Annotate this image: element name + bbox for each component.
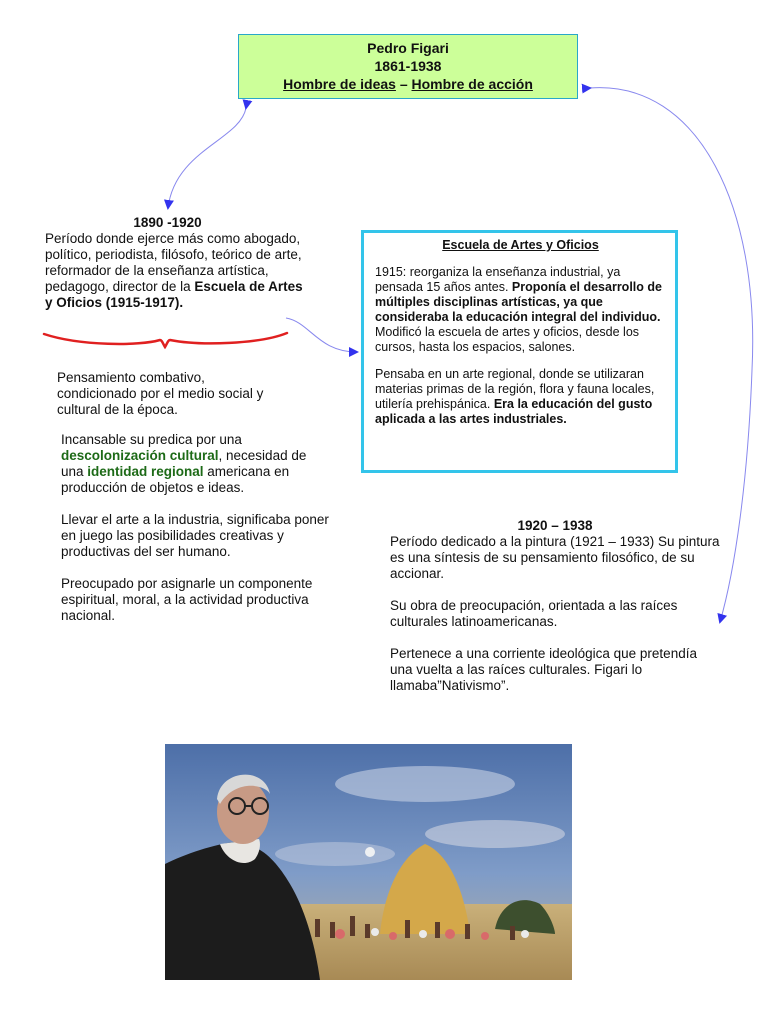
school-p2 [375, 367, 666, 427]
incansable-block [61, 432, 331, 640]
identidad-label: identidad regional [87, 464, 204, 479]
descolonizacion-label: descolonización cultural [61, 448, 219, 463]
title-years: 1861-1938 [374, 58, 442, 74]
arrow-title-to-period1 [168, 108, 246, 208]
school-title: Escuela de Artes y Oficios [442, 238, 599, 252]
school-p1-bold: Proponía el desarrollo de múltiples disciplinas artísticas, ya que consideraba la educación integral del individuo. [375, 280, 662, 324]
subtitle-action: Hombre de acción [411, 76, 533, 92]
period2-years: 1920 – 1938 [517, 518, 593, 533]
period1-text: Período donde ejerce más como abogado, político, periodista, filósofo, teórico de arte, reformador de la enseñanza artística, pedagogo, director de la [45, 231, 302, 294]
subtitle-separator: – [395, 76, 412, 92]
incansable-p1-b: , necesidad de una [61, 448, 307, 479]
title-name: Pedro Figari [367, 40, 449, 56]
school-p1-a: 1915: reorganiza la enseñanza industrial, ya pensada 15 años antes. [375, 265, 621, 294]
incansable-p2: Llevar el arte a la industria, significaba poner en juego las posibilidades creativas y productivas del ser humano. [61, 512, 329, 559]
period1-years: 1890 -1920 [133, 215, 202, 230]
pensamiento-text: Pensamiento combativo, condicionado por el medio social y cultural de la época. [57, 370, 264, 417]
red-brace [44, 333, 287, 347]
period1-bold: Escuela de Artes y Oficios (1915-1917). [45, 279, 303, 310]
school-p2-a: Pensaba en un arte regional, donde se utilizaran materias primas de la región, flora y fauna locales, utilería prehispánica. [375, 367, 655, 411]
school-p1-b: Modificó la escuela de artes y oficios, desde los cursos, hasta los espacios, salones. [375, 325, 640, 354]
incansable-p1-c: americana en producción de objetos e ideas. [61, 464, 290, 495]
school-box [361, 230, 678, 473]
incansable-p1-a: Incansable su predica por una [61, 432, 242, 447]
period2-p3: Pertenece a una corriente ideológica que pretendía una vuelta a las raíces culturales. Figari lo llamaba”Nativismo”. [390, 646, 697, 693]
period2-p2: Su obra de preocupación, orientada a las raíces culturales latinoamericanas. [390, 598, 678, 629]
incansable-p1 [61, 432, 331, 496]
period2-p1: Período dedicado a la pintura (1921 – 1933) Su pintura es una síntesis de su pensamiento filosófico, de su accionar. [390, 534, 720, 581]
school-p1 [375, 265, 666, 355]
period-1920-1938 [390, 518, 720, 710]
subtitle-ideas: Hombre de ideas [283, 76, 396, 92]
figari-portrait-painting-image [165, 744, 572, 980]
school-p2-bold: Era la educación del gusto aplicada a las artes industriales. [375, 397, 653, 426]
period-1890-1920 [45, 215, 305, 311]
arrow-period1-to-school [286, 318, 357, 352]
incansable-p3: Preocupado por asignarle un componente espiritual, moral, a la actividad productiva nacional. [61, 576, 313, 623]
